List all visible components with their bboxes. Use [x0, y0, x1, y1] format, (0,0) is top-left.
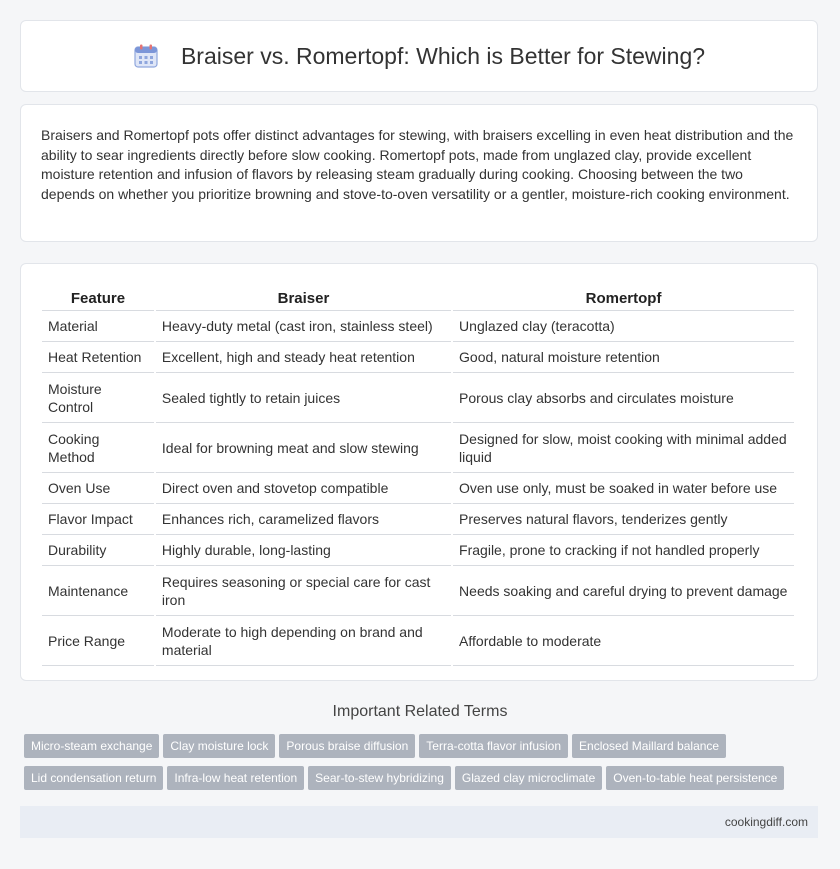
romertopf-cell: Porous clay absorbs and circulates moisture	[453, 373, 794, 423]
comparison-card	[20, 263, 818, 681]
braiser-cell: Highly durable, long-lasting	[156, 535, 451, 566]
related-term-tag[interactable]: Terra-cotta flavor infusion	[419, 734, 568, 758]
braiser-cell: Ideal for browning meat and slow stewing	[156, 423, 451, 473]
intro-card	[20, 104, 818, 242]
header-braiser: Braiser	[156, 286, 451, 311]
table-row	[42, 311, 794, 342]
site-credit[interactable]: cookingdiff.com	[724, 815, 808, 829]
table-row	[42, 535, 794, 566]
romertopf-cell: Preserves natural flavors, tenderizes gently	[453, 504, 794, 535]
table-row	[42, 504, 794, 535]
feature-cell: Material	[42, 311, 154, 342]
feature-cell: Maintenance	[42, 566, 154, 616]
related-term-tag[interactable]: Glazed clay microclimate	[455, 766, 602, 790]
feature-cell: Cooking Method	[42, 423, 154, 473]
feature-cell: Moisture Control	[42, 373, 154, 423]
table-row	[42, 473, 794, 504]
romertopf-cell: Needs soaking and careful drying to prevent damage	[453, 566, 794, 616]
page-title: Braiser vs. Romertopf: Which is Better for Stewing?	[180, 42, 706, 69]
related-term-tag[interactable]: Porous braise diffusion	[279, 734, 415, 758]
header-feature: Feature	[42, 286, 154, 311]
related-terms-title: Important Related Terms	[332, 703, 508, 720]
romertopf-cell: Oven use only, must be soaked in water before use	[453, 473, 794, 504]
related-term-tag[interactable]: Infra-low heat retention	[167, 766, 304, 790]
table-header-row	[42, 286, 794, 311]
calendar-icon	[133, 43, 159, 69]
table-row	[42, 373, 794, 423]
header-romertopf: Romertopf	[453, 286, 794, 311]
related-term-tag[interactable]: Micro-steam exchange	[24, 734, 159, 758]
braiser-cell: Requires seasoning or special care for cast iron	[156, 566, 451, 616]
related-term-tag[interactable]: Oven-to-table heat persistence	[606, 766, 784, 790]
braiser-cell: Moderate to high depending on brand and material	[156, 616, 451, 666]
related-term-tag[interactable]: Clay moisture lock	[163, 734, 275, 758]
romertopf-cell: Unglazed clay (teracotta)	[453, 311, 794, 342]
page-footer	[20, 806, 818, 838]
braiser-cell: Enhances rich, caramelized flavors	[156, 504, 451, 535]
romertopf-cell: Fragile, prone to cracking if not handled properly	[453, 535, 794, 566]
braiser-cell: Heavy-duty metal (cast iron, stainless steel)	[156, 311, 451, 342]
feature-cell: Heat Retention	[42, 342, 154, 373]
related-term-tag[interactable]: Sear-to-stew hybridizing	[308, 766, 451, 790]
table-row	[42, 566, 794, 616]
related-term-tag[interactable]: Enclosed Maillard balance	[572, 734, 726, 758]
table-row	[42, 423, 794, 473]
braiser-cell: Sealed tightly to retain juices	[156, 373, 451, 423]
comparison-table	[40, 286, 796, 666]
feature-cell: Durability	[42, 535, 154, 566]
romertopf-cell: Designed for slow, moist cooking with minimal added liquid	[453, 423, 794, 473]
related-terms-list	[24, 734, 824, 798]
romertopf-cell: Affordable to moderate	[453, 616, 794, 666]
related-term-tag[interactable]: Lid condensation return	[24, 766, 163, 790]
table-row	[42, 342, 794, 373]
braiser-cell: Direct oven and stovetop compatible	[156, 473, 451, 504]
intro-paragraph: Braisers and Romertopf pots offer distinct advantages for stewing, with braisers excelling in even heat distribution and the ability to sear ingredients directly before slow cooking. Romertopf pots, made from unglazed clay, provide excellent moisture retention and infusion of flavors by releasing steam gradually during cooking. Choosing between the two depends on whether you prioritize browning and stove-to-oven versatility or a gentler, moisture-rich cooking environment.	[41, 127, 794, 202]
braiser-cell: Excellent, high and steady heat retention	[156, 342, 451, 373]
table-row	[42, 616, 794, 666]
feature-cell: Price Range	[42, 616, 154, 666]
feature-cell: Flavor Impact	[42, 504, 154, 535]
page-header	[20, 20, 818, 92]
feature-cell: Oven Use	[42, 473, 154, 504]
romertopf-cell: Good, natural moisture retention	[453, 342, 794, 373]
